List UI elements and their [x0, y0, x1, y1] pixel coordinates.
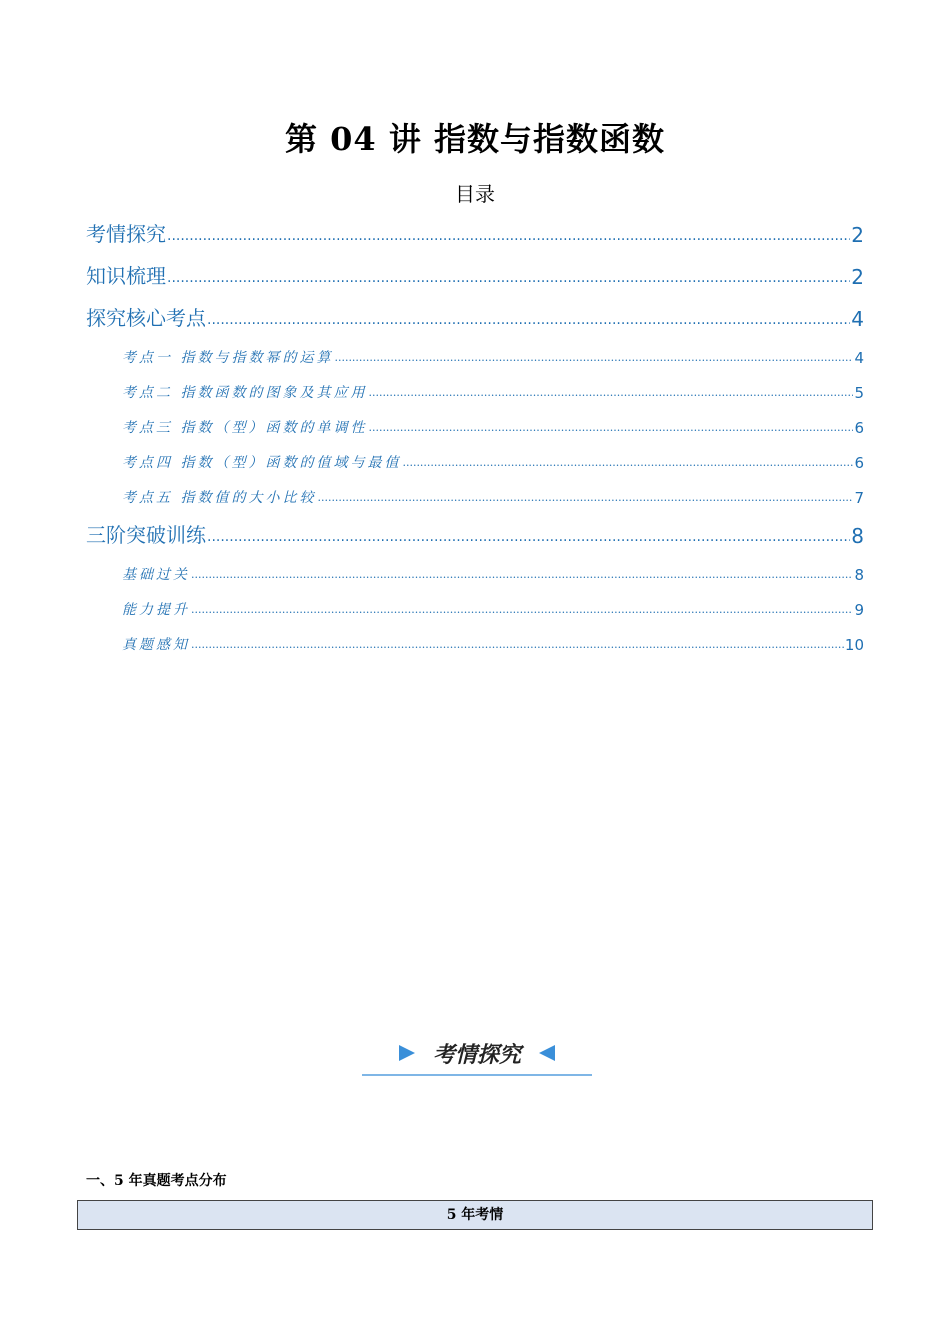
- toc-link-zhishi-shuli[interactable]: [86, 261, 864, 289]
- toc-item-page: 9: [854, 601, 864, 619]
- toc-leader-dots: [368, 386, 853, 402]
- toc-item-label: 能力提升: [122, 602, 190, 618]
- toc-leader-dots: [317, 491, 853, 507]
- toc-item-label: 知识梳理: [86, 264, 166, 288]
- banner-underline: [362, 1074, 592, 1076]
- toc-leader-dots: [167, 270, 850, 289]
- toc-item-label: 考点二 指数函数的图象及其应用: [122, 385, 368, 401]
- toc-link-kaodian-2[interactable]: [122, 380, 864, 402]
- toc-item-page: 5: [854, 384, 864, 402]
- toc-item-label: 考情探究: [86, 222, 166, 246]
- toc-item-label: 考点五 指数值的大小比较: [122, 490, 317, 506]
- toc-item-page: 10: [844, 636, 864, 654]
- toc-link-kaodian-1[interactable]: [122, 345, 864, 367]
- toc-item-page: 2: [851, 265, 864, 289]
- toc-link-tanjiu-hexin-kaodian[interactable]: [86, 303, 864, 331]
- toc-item-page: 2: [851, 223, 864, 247]
- toc-link-zhenti-ganzhi[interactable]: [122, 632, 864, 654]
- banner-title: 考情探究: [432, 1042, 521, 1068]
- toc-item-label: 真题感知: [122, 637, 190, 653]
- toc-item-label: 考点四 指数（型）函数的值域与最值: [122, 455, 402, 471]
- toc-item-label: 考点一 指数与指数幂的运算: [122, 350, 334, 366]
- toc-link-sanjie-tupo-xunlian[interactable]: [86, 520, 864, 548]
- toc-link-kaodian-4[interactable]: [122, 450, 864, 472]
- triangle-right-icon: [399, 1045, 415, 1061]
- section-banner: [362, 1030, 592, 1076]
- toc-leader-dots: [334, 351, 853, 367]
- toc-leader-dots: [207, 312, 850, 331]
- toc-link-kaodian-5[interactable]: [122, 485, 864, 507]
- toc-item-page: 4: [854, 349, 864, 367]
- toc-item-label: 三阶突破训练: [86, 523, 206, 547]
- table-header-cell: 5 年考情: [77, 1200, 873, 1230]
- document-title: 第 04 讲 指数与指数函数: [285, 120, 665, 158]
- triangle-left-icon: [539, 1045, 555, 1061]
- toc-item-page: 6: [854, 419, 864, 437]
- toc-item-page: 7: [854, 489, 864, 507]
- toc-item-page: 8: [854, 566, 864, 584]
- toc-leader-dots: [402, 456, 853, 472]
- section-heading: 一、5 年真题考点分布: [86, 1173, 227, 1189]
- toc-leader-dots: [191, 568, 853, 584]
- toc-leader-dots: [207, 529, 850, 548]
- toc-item-page: 4: [851, 307, 864, 331]
- toc-heading: 目录: [455, 182, 495, 206]
- toc-link-jichu-guoguan[interactable]: [122, 562, 864, 584]
- toc-link-nengli-tisheng[interactable]: [122, 597, 864, 619]
- toc-item-page: 8: [851, 524, 864, 548]
- toc-leader-dots: [368, 421, 853, 437]
- toc-item-page: 6: [854, 454, 864, 472]
- toc-leader-dots: [191, 638, 844, 654]
- toc-leader-dots: [191, 603, 853, 619]
- toc-link-kaoqing-tanjiu[interactable]: [86, 219, 864, 247]
- toc-item-label: 考点三 指数（型）函数的单调性: [122, 420, 368, 436]
- toc-item-label: 探究核心考点: [86, 306, 206, 330]
- toc-link-kaodian-3[interactable]: [122, 415, 864, 437]
- toc-item-label: 基础过关: [122, 567, 190, 583]
- toc-leader-dots: [167, 228, 850, 247]
